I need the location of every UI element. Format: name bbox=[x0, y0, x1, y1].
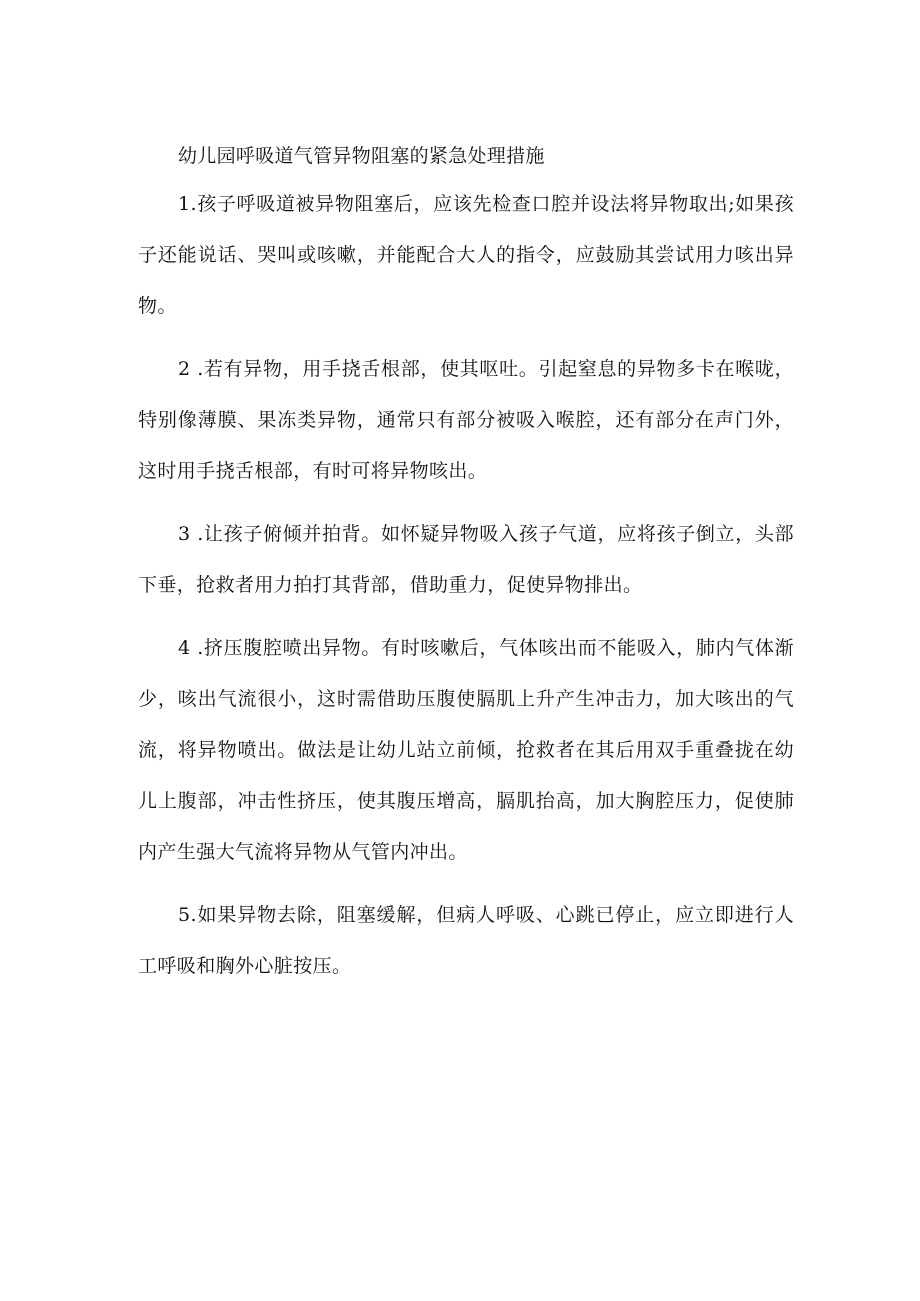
paragraph-text: 让孩子俯倾并拍背。如怀疑异物吸入孩子气道，应将孩子倒立，头部下垂，抢救者用力拍打其背部，借助重力，促使异物排出。 bbox=[138, 523, 794, 596]
paragraph-5 bbox=[138, 890, 794, 992]
paragraph-2 bbox=[138, 344, 794, 497]
paragraph-number: 5. bbox=[178, 904, 197, 926]
paragraph-number: 1. bbox=[178, 193, 197, 215]
paragraph-text: 若有异物，用手挠舌根部，使其呕吐。引起窒息的异物多卡在喉咙，特别像薄膜、果冻类异物，通常只有部分被吸入喉腔，还有部分在声门外，这时用手挠舌根部，有时可将异物咳出。 bbox=[138, 358, 794, 482]
paragraph-number: 4 . bbox=[178, 637, 204, 659]
paragraph-1 bbox=[138, 179, 794, 332]
paragraph-number: 2 . bbox=[178, 358, 204, 380]
paragraph-text: 孩子呼吸道被异物阻塞后，应该先检查口腔并设法将异物取出;如果孩子还能说话、哭叫或咳嗽，并能配合大人的指令，应鼓励其尝试用力咳出异物。 bbox=[138, 193, 794, 317]
document-body bbox=[138, 138, 794, 992]
paragraph-text: 如果异物去除，阻塞缓解，但病人呼吸、心跳已停止，应立即进行人工呼吸和胸外心脏按压。 bbox=[138, 904, 794, 977]
paragraph-number: 3 . bbox=[178, 523, 204, 545]
paragraph-3 bbox=[138, 509, 794, 611]
document-title: 幼儿园呼吸道气管异物阻塞的紧急处理措施 bbox=[178, 145, 545, 167]
paragraph-text: 挤压腹腔喷出异物。有时咳嗽后，气体咳出而不能吸入，肺内气体渐少，咳出气流很小，这时需借助压腹使膈肌上升产生冲击力，加大咳出的气流，将异物喷出。做法是让幼儿站立前倾，抢救者在其后用双手重叠拢在幼儿上腹部，冲击性挤压，使其腹压增高，膈肌抬高，加大胸腔压力，促使肺内产生强大气流将异物从气管内冲出。 bbox=[138, 637, 794, 863]
paragraph-4 bbox=[138, 623, 794, 878]
